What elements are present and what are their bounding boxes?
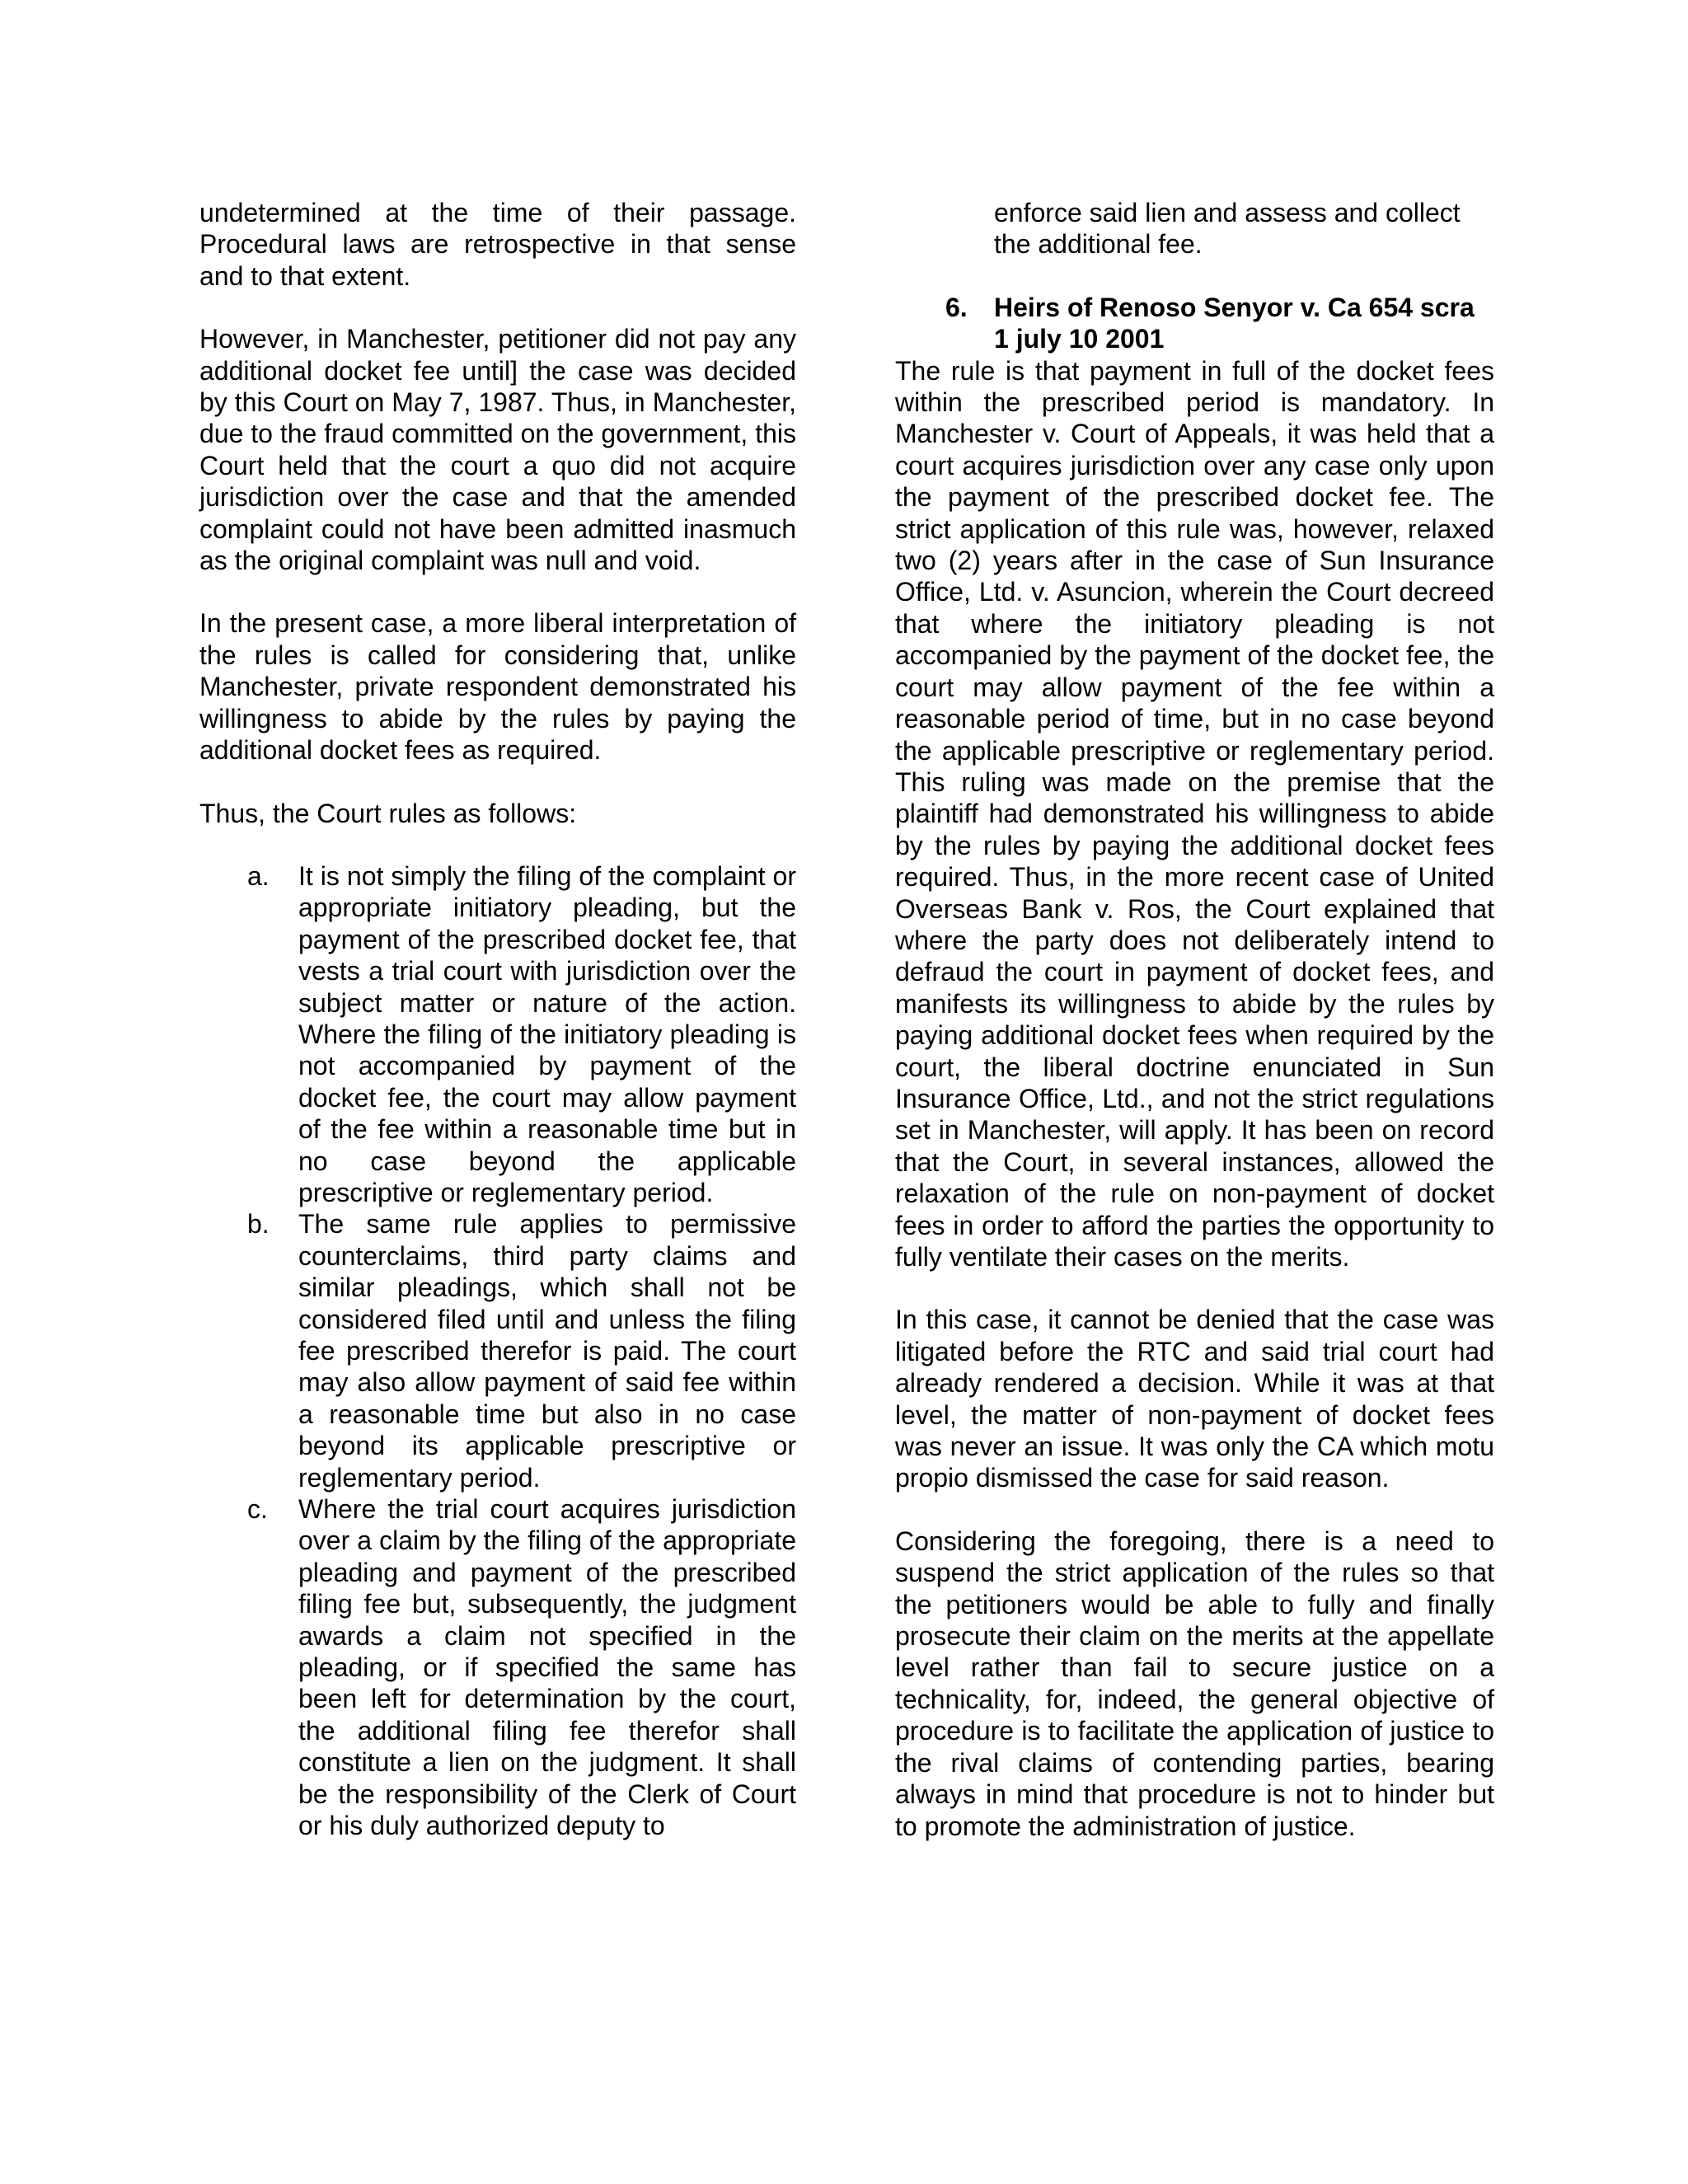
heading-title: Heirs of Renoso Senyor v. Ca 654 scra 1 july 10 2001 [994, 292, 1475, 354]
list-item [199, 860, 796, 1208]
paragraph-procedural-laws: undetermined at the time of their passage. Procedural laws are retrospective in that sense and to that extent. [199, 198, 796, 291]
right-column [895, 197, 1494, 1873]
list-item-text: It is not simply the filing of the complaint or appropriate initiatory pleading, but the payment of the prescribed docket fee, that vests a trial court with jurisdiction over the subject matter or nature of the action. Where the filing of the initiatory pleading is not accompanied by payment of the docket fee, the court may allow payment of the fee within a reasonable time but in no case beyond the applicable prescriptive or reglementary period. [298, 860, 796, 1207]
list-item [199, 1208, 796, 1493]
list-marker: c. [247, 1494, 268, 1525]
paragraph-considering: Considering the foregoing, there is a need to suspend the strict application of the rules so that the petitioners would be able to fully and finally prosecute their claim on the merits at the appellate level rather than fail to secure justice on a technicality, for, indeed, the general objective of procedure is to facilitate the application of justice to the rival claims of contending parties, bearing always in mind that procedure is not to hinder but to promote the administration of justice. [895, 1526, 1494, 1841]
left-column [199, 197, 796, 1842]
list-continuation: enforce said lien and assess and collect the additional fee. [994, 198, 1461, 260]
list-marker: b. [247, 1209, 270, 1240]
list-item-text: Where the trial court acquires jurisdiction over a claim by the filing of the appropriate pleading and payment of the prescribed filing fee but, subsequently, the judgment awards a claim not specified in the pleading, or if specified the same has been left for determination by the court, the additional filing fee therefor shall constitute a lien on the judgment. It shall be the responsibility of the Clerk of Court or his duly authorized deputy to [298, 1494, 796, 1841]
paragraph-present-case: In the present case, a more liberal interpretation of the rules is called for considering that, unlike Manchester, private respondent demonstrated his willingness to abide by the rules by paying the additional docket fees as required. [199, 608, 796, 766]
case-heading [895, 292, 1494, 355]
paragraph-manchester: However, in Manchester, petitioner did not pay any additional docket fee until] the case was decided by this Court on May 7, 1987. Thus, in Manchester, due to the fraud committed on the government, this Court held that the court a quo did not acquire jurisdiction over the case and that the amended complaint could not have been admitted inasmuch as the original complaint was null and void. [199, 324, 796, 576]
list-item [199, 1493, 796, 1841]
list-marker: a. [247, 860, 270, 891]
paragraph-payment-rule: The rule is that payment in full of the docket fees within the prescribed period is mandatory. In Manchester v. Court of Appeals, it was held that a court acquires jurisdiction over any case only upon the payment of the prescribed docket fee. The strict application of this rule was, however, relaxed two (2) years after in the case of Sun Insurance Office, Ltd. v. Asuncion, wherein the Court decreed that where the initiatory pleading is not accompanied by the payment of the docket fee, the court may allow payment of the fee within a reasonable period of time, but in no case beyond the applicable prescriptive or reglementary period. This ruling was made on the premise that the plaintiff had demonstrated his willingness to abide by the rules by paying the additional docket fees required. Thus, in the more recent case of United Overseas Bank v. Ros, the Court explained that where the party does not deliberately intend to defraud the court in payment of docket fees, and manifests its willingness to abide by the rules by paying additional docket fees when required by the court, the liberal doctrine enunciated in Sun Insurance Office, Ltd., and not the strict regulations set in Manchester, will apply. It has been on record that the Court, in several instances, allowed the relaxation of the rule on non-payment of docket fees in order to afford the parties the opportunity to fully ventilate their cases on the merits. [895, 355, 1494, 1272]
paragraph-court-rules-intro: Thus, the Court rules as follows: [199, 798, 577, 828]
rules-list [199, 860, 796, 1842]
paragraph-this-case: In this case, it cannot be denied that the case was litigated before the RTC and said trial court had already rendered a decision. While it was at that level, the matter of non-payment of docket fees was never an issue. It was only the CA which motu propio dismissed the case for said reason. [895, 1305, 1494, 1493]
list-item-text: The same rule applies to permissive counterclaims, third party claims and similar pleadings, which shall not be considered filed until and unless the filing fee prescribed therefor is paid. The court may also allow payment of said fee within a reasonable time but also in no case beyond its applicable prescriptive or reglementary period. [298, 1209, 796, 1493]
heading-number: 6. [945, 292, 968, 322]
